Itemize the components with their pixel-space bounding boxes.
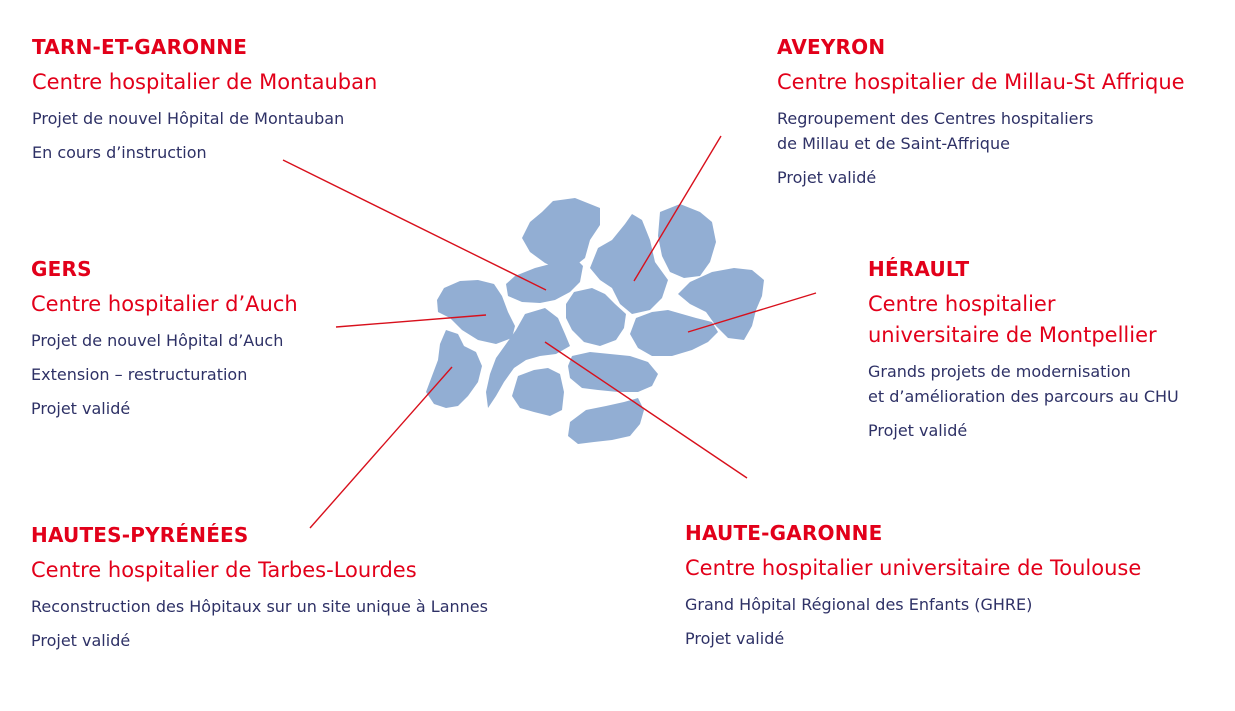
project-description-line-2: de Millau et de Saint-Affrique: [777, 134, 1010, 153]
block-haute-garonne: [685, 521, 1225, 651]
project-description: Reconstruction des Hôpitaux sur un site unique à Lannes: [31, 597, 488, 616]
project-description: Projet de nouvel Hôpital d’Auch: [31, 331, 284, 350]
project-status: Projet validé: [31, 399, 131, 418]
block-tarn-et-garonne: [32, 35, 452, 165]
hospital-name: Centre hospitalier de Montauban: [32, 70, 378, 94]
project-description-line-1: Grands projets de modernisation: [868, 362, 1131, 381]
hospital-name: Centre hospitalier de Tarbes-Lourdes: [31, 558, 417, 582]
department-heading: HAUTE-GARONNE: [685, 521, 883, 545]
department-heading: TARN-ET-GARONNE: [32, 35, 248, 59]
region-herault: [630, 310, 718, 356]
department-heading: HÉRAULT: [868, 257, 970, 281]
block-hautes-pyrenees: [31, 523, 591, 653]
department-shapes: [426, 198, 764, 444]
region-lozere: [658, 204, 716, 278]
region-ariege: [512, 368, 564, 416]
block-gers: [31, 257, 391, 421]
region-lot: [522, 198, 600, 270]
hospital-name: Centre hospitalier universitaire de Toulouse: [685, 556, 1142, 580]
department-heading: GERS: [31, 257, 92, 281]
hospital-name-line-1: Centre hospitalier: [868, 292, 1056, 316]
project-description-line-1: Regroupement des Centres hospitaliers: [777, 109, 1094, 128]
project-status: En cours d’instruction: [32, 143, 207, 162]
project-status: Projet validé: [31, 631, 131, 650]
department-heading: AVEYRON: [777, 35, 886, 59]
block-aveyron: [777, 35, 1222, 190]
region-aude: [568, 352, 658, 392]
project-status: Projet validé: [868, 421, 968, 440]
hospital-name-line-2: universitaire de Montpellier: [868, 323, 1157, 347]
department-heading: HAUTES-PYRÉNÉES: [31, 523, 249, 547]
region-hautes-pyrenees: [426, 330, 482, 408]
project-description: Grand Hôpital Régional des Enfants (GHRE): [685, 595, 1033, 614]
block-herault: [868, 257, 1228, 443]
project-status: Projet validé: [685, 629, 785, 648]
project-description: Projet de nouvel Hôpital de Montauban: [32, 109, 345, 128]
hospital-name: Centre hospitalier d’Auch: [31, 292, 298, 316]
project-extension: Extension – restructuration: [31, 365, 248, 384]
region-pyrenees-orientales: [568, 398, 644, 444]
project-description-line-2: et d’amélioration des parcours au CHU: [868, 387, 1179, 406]
hospital-name: Centre hospitalier de Millau-St Affrique: [777, 70, 1185, 94]
project-status: Projet validé: [777, 168, 877, 187]
